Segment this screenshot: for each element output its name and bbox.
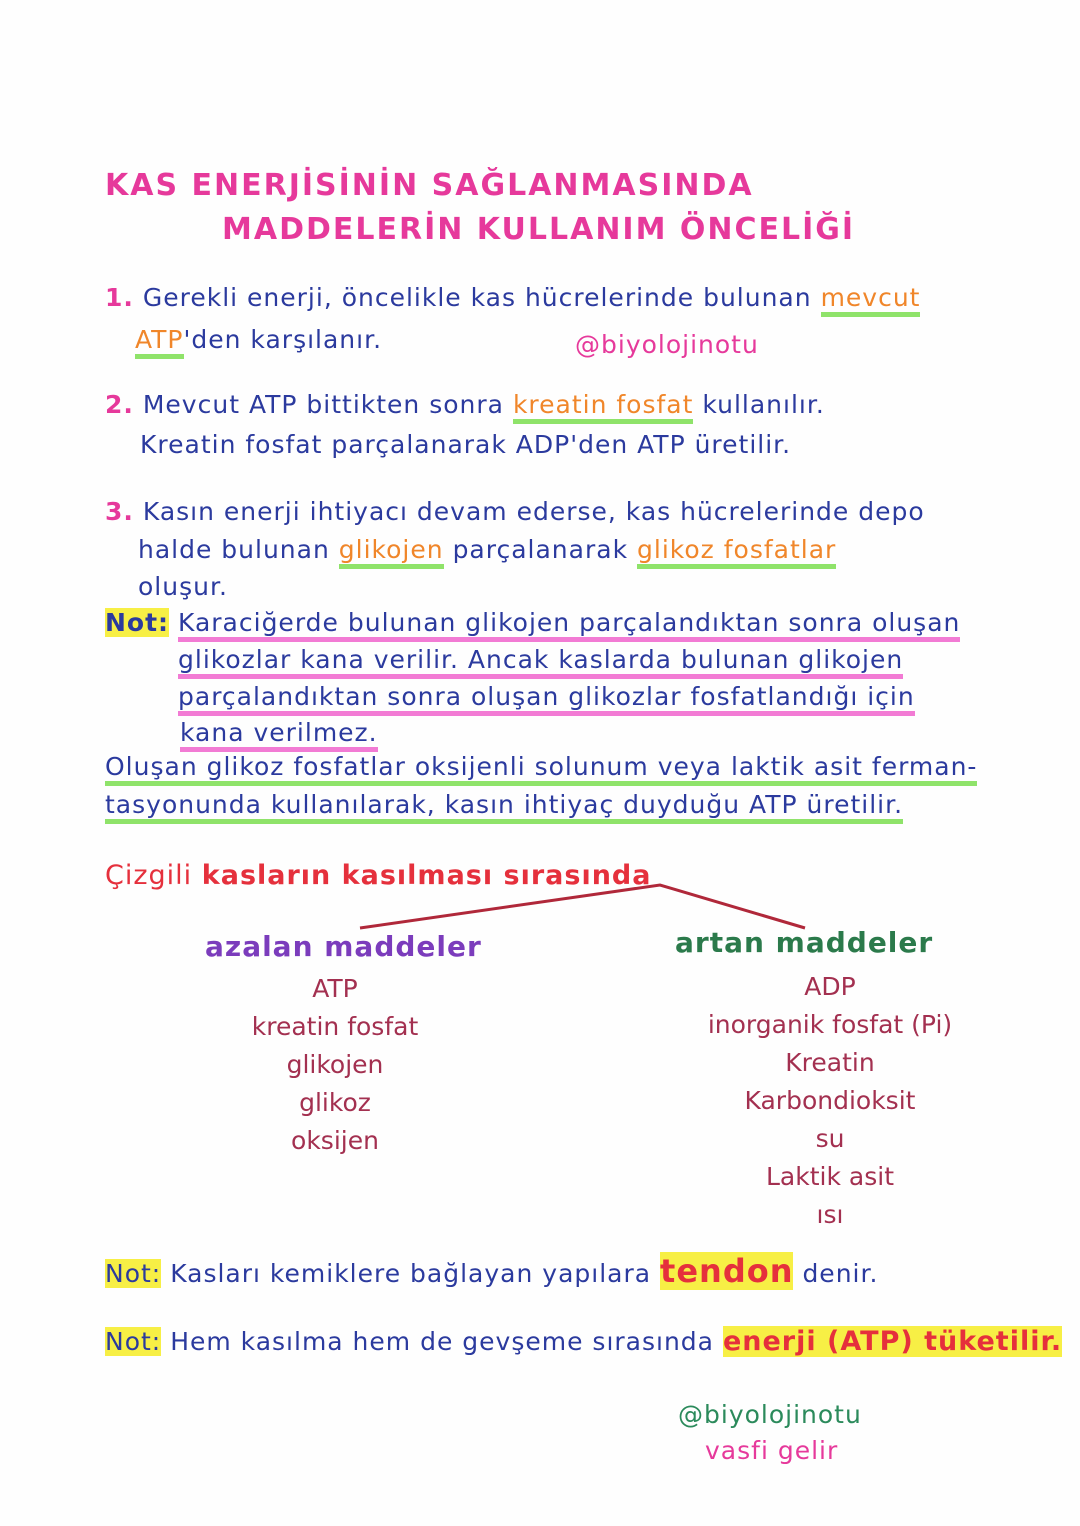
increasing-list xyxy=(680,968,980,1234)
text: 'den karşılanır. xyxy=(183,325,383,354)
text: Gerekli enerji, öncelikle kas hücrelerinde bulunan xyxy=(142,283,812,312)
footer-author: vasfi gelir xyxy=(705,1436,839,1465)
handle: @biyolojinotu xyxy=(575,330,759,359)
highlight-term: kreatin fosfat xyxy=(513,390,694,424)
text: denir. xyxy=(802,1259,879,1288)
increasing-title: artan maddeler xyxy=(675,926,934,959)
paragraph-line-1: Oluşan glikoz fosfatlar oksijenli solunum veya laktik asit ferman- xyxy=(105,752,977,786)
point-number: 1. xyxy=(105,283,134,312)
point-3-end: oluşur. xyxy=(138,572,228,601)
list-item: ısı xyxy=(816,1200,844,1229)
footer-handle: @biyolojinotu xyxy=(678,1400,862,1429)
paragraph-line-2: tasyonunda kullanılarak, kasın ihtiyaç duyduğu ATP üretilir. xyxy=(105,790,903,824)
title-line-2: MADDELERİN KULLANIM ÖNCELİĞİ xyxy=(222,212,856,247)
list-item: ATP xyxy=(312,974,358,1003)
text: halde bulunan xyxy=(138,535,330,564)
point-number: 3. xyxy=(105,497,134,526)
text: Kasları kemiklere bağlayan yapılara xyxy=(170,1259,652,1288)
decreasing-title: azalan maddeler xyxy=(205,930,482,963)
title-line-1: KAS ENERJİSİNİN SAĞLANMASINDA xyxy=(105,168,754,203)
list-item: kreatin fosfat xyxy=(251,1012,419,1041)
note-label: Not: xyxy=(105,1259,162,1288)
text: Mevcut ATP bittikten sonra xyxy=(142,390,504,419)
note-label: Not: xyxy=(105,1327,162,1356)
text: Hem kasılma hem de gevşeme sırasında xyxy=(170,1327,714,1356)
list-item: Kreatin xyxy=(785,1048,875,1077)
text: Kasın enerji ihtiyacı devam ederse, kas hücrelerinde depo xyxy=(142,497,925,526)
highlight-term: enerji (ATP) tüketilir. xyxy=(722,1326,1063,1357)
list-item: glikoz xyxy=(299,1088,371,1117)
note-1-line-2: glikozlar kana verilir. Ancak kaslarda bulunan glikojen xyxy=(178,645,903,679)
list-item: su xyxy=(815,1124,845,1153)
text: parçalanarak xyxy=(452,535,629,564)
highlight-term: glikoz fosfatlar xyxy=(637,535,836,569)
text: Karaciğerde bulunan glikojen parçalandıktan sonra oluşan xyxy=(178,608,960,642)
point-2-cont: Kreatin fosfat parçalanarak ADP'den ATP üretilir. xyxy=(140,430,792,459)
note-1-line-3: parçalandıktan sonra oluşan glikozlar fosfatlandığı için xyxy=(178,682,915,716)
list-item: Laktik asit xyxy=(766,1162,894,1191)
highlight-term: mevcut xyxy=(821,283,921,317)
text: kullanılır. xyxy=(702,390,825,419)
note-label: Not: xyxy=(105,608,170,637)
text: Çizgili xyxy=(105,860,193,891)
highlight-term: ATP xyxy=(135,325,184,359)
text: kasların kasılması sırasında xyxy=(201,860,652,891)
list-item: inorganik fosfat (Pi) xyxy=(707,1010,953,1039)
note-1-line-4: kana verilmez. xyxy=(180,718,378,752)
highlight-term: tendon xyxy=(660,1252,794,1290)
highlight-term: glikojen xyxy=(339,535,444,569)
note-3 xyxy=(105,1326,1062,1357)
list-item: ADP xyxy=(804,972,856,1001)
list-item: glikojen xyxy=(286,1050,384,1079)
list-item: oksijen xyxy=(291,1126,379,1155)
point-number: 2. xyxy=(105,390,134,419)
note-2 xyxy=(105,1252,878,1290)
list-item: Karbondioksit xyxy=(744,1086,916,1115)
decreasing-list xyxy=(240,970,430,1160)
